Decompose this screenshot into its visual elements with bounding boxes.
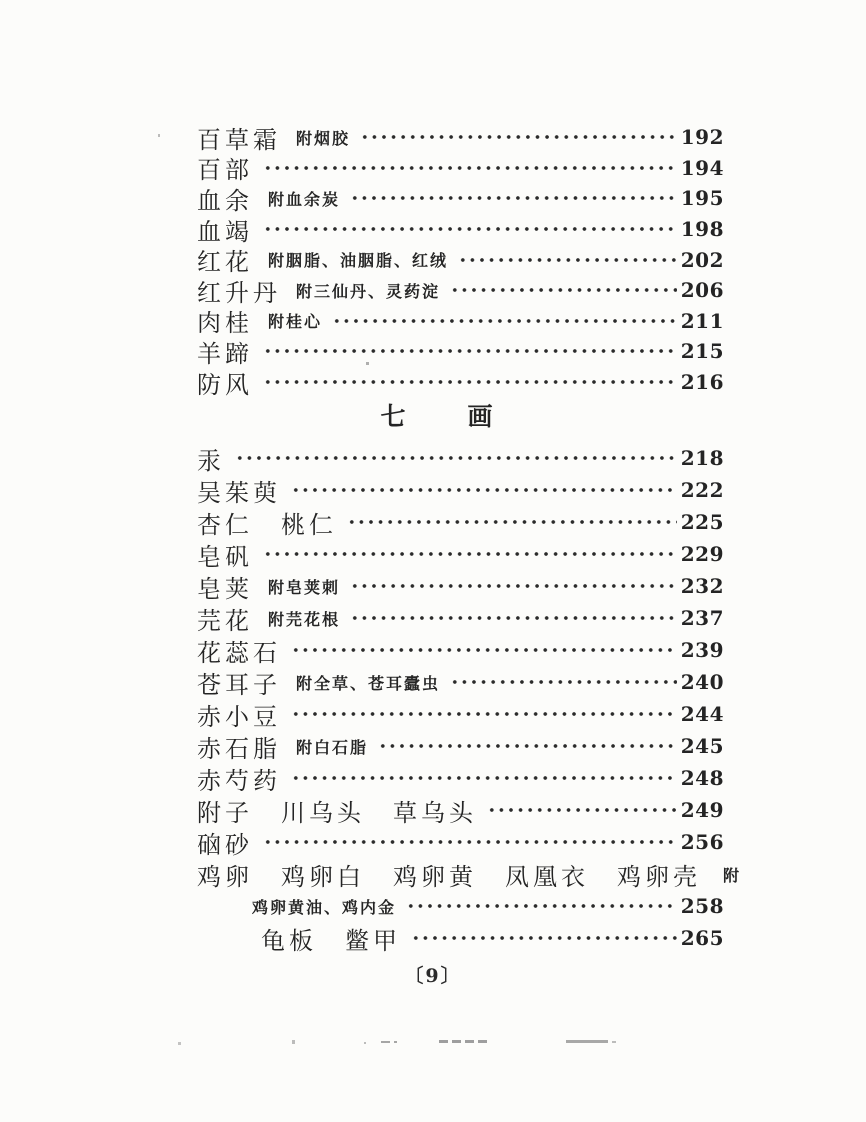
entry-title: 羊蹄 (197, 339, 253, 368)
toc-entry (197, 730, 724, 762)
entry-title: 血余 (197, 186, 253, 215)
toc-section-2 (197, 442, 742, 955)
scan-artifact (292, 1040, 295, 1044)
dot-leader (456, 256, 677, 264)
page-number-footer: 〔9〕 (404, 965, 462, 987)
dot-leader (330, 317, 677, 325)
toc-entry (197, 474, 724, 506)
toc-entry (197, 275, 724, 306)
entry-title: 芫花 (197, 606, 253, 635)
entry-title: 赤石脂 (197, 734, 281, 763)
entry-annotation: 附全草、苍耳蠹虫 (296, 673, 441, 693)
entry-annotation: 附三仙丹、灵药淀 (296, 281, 441, 301)
entry-title: 附子 川乌头 草乌头 (197, 798, 477, 827)
entry-title: 皂荚 (197, 574, 253, 603)
entry-title: 红花 (197, 248, 253, 277)
scan-artifact (381, 1041, 397, 1043)
entry-annotation: 附血余炭 (268, 189, 341, 209)
toc-entry (197, 244, 724, 275)
toc-entry (197, 794, 724, 826)
entry-title: 鸡卵 鸡卵白 鸡卵黄 凤凰衣 鸡卵壳 (197, 862, 701, 891)
dot-leader (485, 806, 677, 814)
entry-title: 血竭 (197, 217, 253, 246)
dot-leader (358, 133, 677, 141)
entry-page-number: 194 (680, 155, 724, 180)
entry-title: 苍耳子 (197, 670, 281, 699)
scan-artifact (566, 1040, 608, 1043)
entry-title: 百部 (197, 156, 253, 185)
entry-title: 赤小豆 (197, 702, 281, 731)
entry-title: 汞 (197, 446, 225, 475)
scan-artifact (366, 362, 369, 365)
dot-leader (348, 194, 677, 202)
dot-leader (233, 454, 677, 462)
dot-leader (448, 678, 677, 686)
dot-leader (409, 934, 677, 942)
dot-leader (261, 378, 677, 386)
dot-leader (289, 486, 677, 494)
entry-page-number: 225 (680, 510, 724, 535)
entry-title: 肉桂 (197, 309, 253, 338)
entry-title: 百草霜 (197, 125, 281, 154)
entry-page-number: 232 (680, 574, 724, 599)
entry-title: 花蕊石 (197, 638, 281, 667)
entry-page-number: 222 (680, 478, 724, 503)
toc-entry (197, 336, 724, 367)
dot-leader (261, 838, 677, 846)
dot-leader (261, 347, 677, 355)
entry-annotation: 附桂心 (268, 312, 323, 332)
toc-entry (197, 666, 724, 698)
entry-page-number: 265 (680, 926, 724, 951)
entry-annotation: 附 (723, 865, 742, 885)
entry-page-number: 206 (680, 278, 724, 303)
dot-leader (404, 902, 677, 910)
toc-entry (197, 153, 724, 184)
entry-page-number: 256 (680, 830, 724, 855)
entry-title: 杏仁 桃仁 (197, 510, 337, 539)
scan-artifact (612, 1041, 616, 1043)
toc-entry (197, 506, 724, 538)
entry-page-number: 211 (680, 308, 724, 333)
entry-annotation: 附皂荚刺 (268, 577, 341, 597)
dot-leader (261, 164, 677, 172)
entry-page-number: 258 (680, 894, 724, 919)
toc-entry-wrapped-continuation (197, 890, 724, 922)
entry-annotation: 鸡卵黄油、鸡内金 (252, 897, 397, 917)
entry-title: 吴茱萸 (197, 478, 281, 507)
entry-title: 硇砂 (197, 830, 253, 859)
toc-entry (197, 214, 724, 245)
entry-page-number: 218 (680, 446, 724, 471)
entry-page-number: 244 (680, 702, 724, 727)
entry-annotation: 附芫花根 (268, 609, 341, 629)
entry-title: 赤芍药 (197, 766, 281, 795)
entry-annotation: 附烟胶 (296, 128, 351, 148)
dot-leader (261, 550, 677, 558)
toc-entry (197, 183, 724, 214)
entry-title: 红升丹 (197, 278, 281, 307)
dot-leader (289, 774, 677, 782)
entry-page-number: 215 (680, 339, 724, 364)
scan-artifact (178, 1042, 181, 1045)
dot-leader (348, 582, 677, 590)
scan-artifact (364, 1042, 366, 1044)
entry-page-number: 248 (680, 766, 724, 791)
dot-leader (348, 614, 677, 622)
entry-title: 皂矾 (197, 542, 253, 571)
toc-entry (197, 122, 724, 153)
dot-leader (345, 518, 677, 526)
toc-entry (197, 698, 724, 730)
toc-entry (197, 602, 724, 634)
entry-title: 龟板 鳖甲 (261, 926, 401, 955)
dot-leader (376, 742, 677, 750)
entry-page-number: 195 (680, 186, 724, 211)
toc-entry (197, 570, 724, 602)
entry-annotation: 附胭脂、油胭脂、红绒 (268, 251, 449, 271)
entry-page-number: 239 (680, 638, 724, 663)
toc-entry (197, 762, 724, 794)
section-header-seven-strokes: 七 画 (380, 402, 497, 432)
entry-page-number: 229 (680, 542, 724, 567)
entry-page-number: 202 (680, 247, 724, 272)
entry-page-number: 192 (680, 125, 724, 150)
toc-entry-wrapped-head (197, 858, 742, 891)
toc-section-1 (197, 122, 724, 397)
entry-annotation: 附白石脂 (296, 737, 369, 757)
dot-leader (289, 710, 677, 718)
toc-entry (197, 538, 724, 570)
entry-page-number: 237 (680, 606, 724, 631)
toc-entry (197, 826, 724, 858)
entry-page-number: 245 (680, 734, 724, 759)
toc-entry (197, 442, 724, 474)
entry-title: 防风 (197, 370, 253, 399)
toc-entry (197, 634, 724, 666)
toc-entry (197, 367, 724, 398)
entry-page-number: 198 (680, 217, 724, 242)
toc-entry (197, 922, 724, 954)
toc-content (197, 122, 742, 955)
dot-leader (289, 646, 677, 654)
entry-page-number: 249 (680, 798, 724, 823)
toc-entry (197, 306, 724, 337)
scan-artifact (158, 134, 160, 137)
dot-leader (261, 225, 677, 233)
scan-artifact (439, 1040, 489, 1043)
dot-leader (448, 286, 677, 294)
entry-page-number: 216 (680, 370, 724, 395)
entry-page-number: 240 (680, 670, 724, 695)
